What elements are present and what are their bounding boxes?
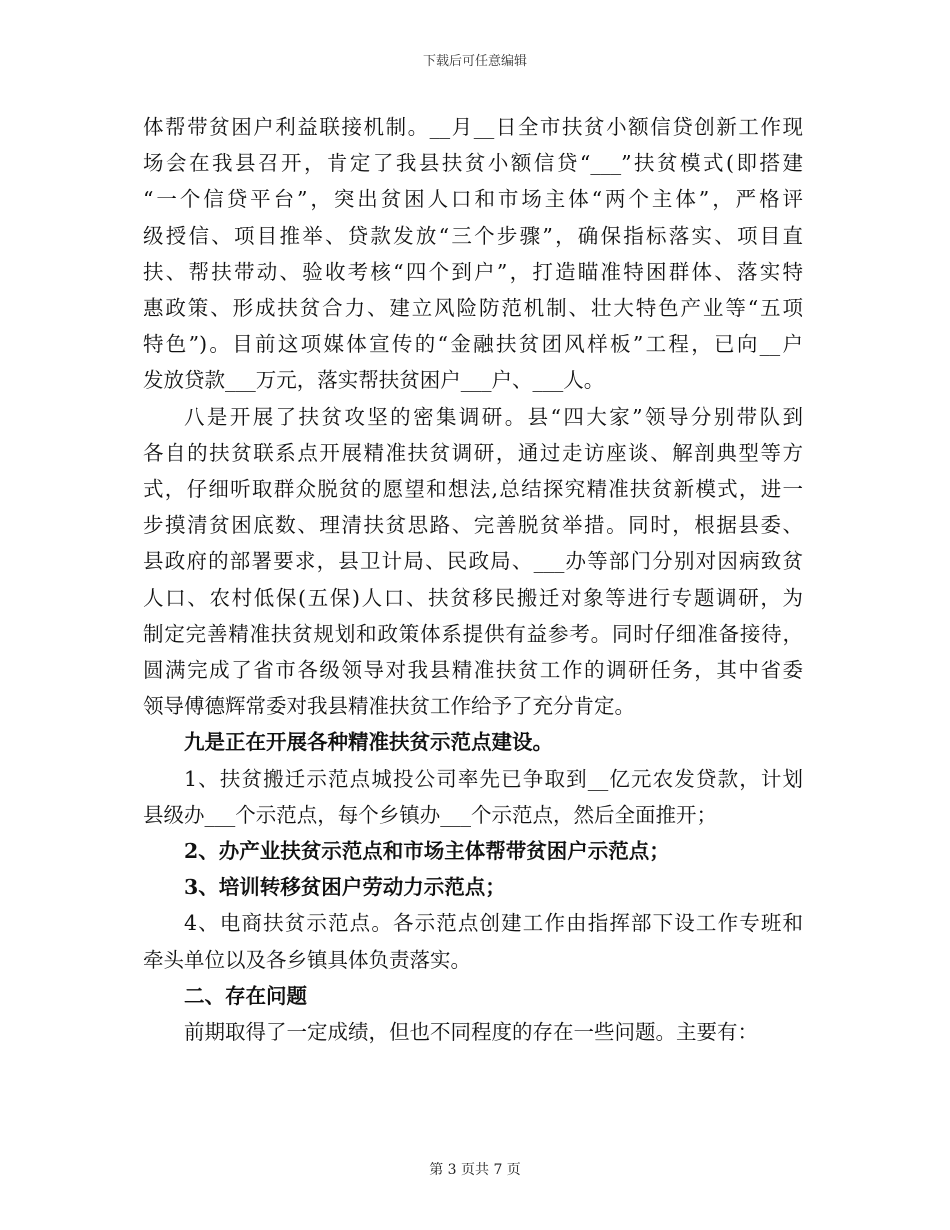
text-line: 特色”)。目前这项媒体宣传的“金融扶贫团风样板”工程，已向__户: [143, 332, 803, 357]
text-line: 牵头单位以及各乡镇具体负责落实。: [143, 947, 471, 972]
text-line: 二、存在问题: [184, 983, 307, 1008]
document-body: [143, 109, 803, 1050]
text-line: 式，仔细听取群众脱贫的愿望和想法,总结探究精准扶贫新模式，进一: [143, 477, 803, 502]
page-footer: 第 3 页共 7 页: [429, 1162, 521, 1178]
text-line: 3、培训转移贫困户劳动力示范点；: [184, 875, 506, 900]
text-line: 2、办产业扶贫示范点和市场主体帮带贫困户示范点；: [184, 839, 670, 864]
text-line: 扶、帮扶带动、验收考核“四个到户”，打造瞄准特困群体、落实特: [143, 259, 803, 284]
list-item-1: [143, 761, 803, 833]
section-heading-problems: [143, 978, 803, 1014]
text-line: 体帮带贫困户利益联接机制。__月__日全市扶贫小额信贷创新工作现: [143, 115, 803, 139]
text-line: 级授信、项目推举、贷款发放“三个步骤”，确保指标落实、项目直: [143, 223, 803, 248]
text-line: 制定完善精准扶贫规划和政策体系提供有益参考。同时仔细准备接待，: [143, 621, 803, 646]
text-line: 领导傅德辉常委对我县精准扶贫工作给予了充分肯定。: [143, 694, 635, 719]
text-line: 惠政策、形成扶贫合力、建立风险防范机制、壮大特色产业等“五项: [143, 296, 803, 321]
list-item-3: [143, 869, 803, 905]
text-line: 县级办___个示范点，每个乡镇办___个示范点，然后全面推开；: [143, 802, 717, 827]
paragraph-research: [143, 399, 803, 725]
text-line: 步摸清贫困底数、理清扶贫思路、完善脱贫举措。同时，根据县委、: [143, 513, 803, 538]
text-line: 4、电商扶贫示范点。各示范点创建工作由指挥部下设工作专班和: [184, 911, 803, 936]
text-line: 八是开展了扶贫攻坚的密集调研。县“四大家”领导分别带队到: [184, 404, 803, 429]
text-line: 县政府的部署要求，县卫计局、民政局、___办等部门分别对因病致贫: [143, 549, 803, 574]
text-line: 发放贷款___万元，落实帮扶贫困户___户、___人。: [143, 368, 605, 393]
text-line: 前期取得了一定成绩，但也不同程度的存在一些问题。主要有：: [184, 1020, 758, 1045]
text-line: 1、扶贫搬迁示范点城投公司率先已争取到__亿元农发贷款，计划: [184, 766, 803, 791]
text-line: 场会在我县召开，肯定了我县扶贫小额信贷“___”扶贫模式(即搭建: [143, 151, 803, 176]
text-line: “一个信贷平台”，突出贫困人口和市场主体“两个主体”，严格评: [143, 187, 803, 212]
text-line: 人口、农村低保(五保)人口、扶贫移民搬迁对象等进行专题调研，为: [143, 585, 803, 610]
text-line: 圆满完成了省市各级领导对我县精准扶贫工作的调研任务，其中省委: [143, 658, 803, 683]
section-heading-demonstration: [143, 724, 803, 760]
text-line: 各自的扶贫联系点开展精准扶贫调研，通过走访座谈、解剖典型等方: [143, 440, 803, 465]
paragraph-microcredit: [143, 109, 803, 399]
paragraph-problems-intro: [143, 1014, 803, 1050]
list-item-2: [143, 833, 803, 869]
list-item-4: [143, 905, 803, 977]
page-header: 下载后可任意编辑: [422, 54, 527, 69]
text-line: 九是正在开展各种精准扶贫示范点建设。: [184, 730, 553, 755]
